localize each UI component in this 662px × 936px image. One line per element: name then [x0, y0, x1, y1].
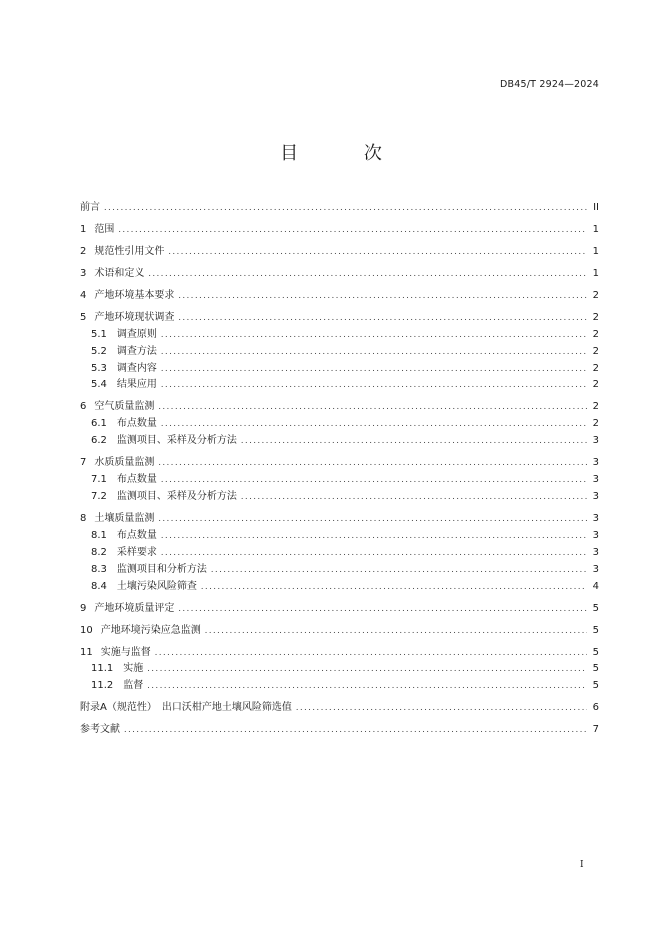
toc-entry-number: 6.2 — [91, 435, 107, 447]
toc-entry-page: 2 — [592, 345, 599, 357]
toc-entry-number: 7.2 — [91, 491, 107, 503]
toc-entry-label: 监测项目、采样及分析方法 — [116, 491, 237, 503]
toc-leader-dots — [241, 433, 587, 450]
toc-entry[interactable] — [80, 399, 599, 416]
toc-entry-page: 3 — [592, 529, 599, 541]
toc-entry-number: 6.1 — [91, 418, 107, 430]
toc-entry[interactable] — [80, 200, 599, 217]
document-code: DB45/T 2924—2024 — [500, 79, 599, 90]
toc-entry-label: 监督 — [123, 680, 144, 692]
toc-leader-dots — [161, 472, 587, 489]
toc-entry-label: 产地环境基本要求 — [94, 289, 175, 301]
toc-entry-page: 2 — [592, 401, 599, 413]
toc-leader-dots — [161, 361, 587, 378]
toc-entry-page: 5 — [592, 663, 599, 675]
toc-entry-number: 11.2 — [91, 680, 114, 692]
toc-leader-dots — [161, 528, 587, 545]
toc-entry[interactable] — [80, 579, 599, 596]
toc-entry-label: 术语和定义 — [94, 267, 145, 279]
toc-entry-number: 8.3 — [91, 563, 107, 575]
toc-entry-page: 5 — [592, 624, 599, 636]
toc-leader-dots — [161, 327, 587, 344]
toc-entry-page: 1 — [592, 223, 599, 235]
toc-leader-dots — [211, 562, 587, 579]
toc-entry-page: 1 — [592, 267, 599, 279]
toc-leader-dots — [205, 623, 587, 640]
toc-entry-label: 土壤污染风险筛查 — [116, 580, 197, 592]
toc-entry-label: 布点数量 — [116, 529, 157, 541]
toc-entry-label: 布点数量 — [116, 418, 157, 430]
toc-entry-number: 9 — [80, 602, 87, 614]
toc-entry-label: 实施与监督 — [100, 646, 151, 658]
toc-entry-label: 监测项目、采样及分析方法 — [116, 435, 237, 447]
toc-entry-number: 5 — [80, 311, 87, 323]
toc-leader-dots — [148, 266, 587, 283]
toc-entry-number: 8.4 — [91, 580, 107, 592]
toc-entry[interactable] — [80, 361, 599, 378]
toc-entry-number: 6 — [80, 401, 87, 413]
toc-entry[interactable] — [80, 601, 599, 618]
toc-entry-page: 7 — [592, 724, 599, 736]
toc-leader-dots — [178, 310, 587, 327]
toc-entry[interactable] — [80, 377, 599, 394]
toc-entry[interactable] — [80, 545, 599, 562]
toc-entry-label: 布点数量 — [116, 474, 157, 486]
toc-entry[interactable] — [80, 700, 599, 717]
toc-entry[interactable] — [80, 562, 599, 579]
toc-entry-page: 2 — [592, 311, 599, 323]
toc-entry-label: 调查方法 — [116, 345, 157, 357]
toc-entry-number: 2 — [80, 245, 87, 257]
toc-entry[interactable] — [80, 310, 599, 327]
toc-entry[interactable] — [80, 288, 599, 305]
toc-entry-number: 5.4 — [91, 379, 107, 391]
toc-entry-label: 结果应用 — [116, 379, 157, 391]
toc-entry[interactable] — [80, 722, 599, 739]
toc-entry[interactable] — [80, 244, 599, 261]
toc-entry-number: 5.1 — [91, 328, 107, 340]
toc-leader-dots — [147, 661, 587, 678]
toc-entry-page: 3 — [592, 474, 599, 486]
toc-entry-number: 11 — [80, 646, 93, 658]
toc-entry[interactable] — [80, 489, 599, 506]
toc-entry-number: 4 — [80, 289, 87, 301]
toc-title: 目 次 — [280, 143, 412, 164]
toc-leader-dots — [161, 377, 587, 394]
toc-leader-dots — [178, 601, 587, 618]
toc-entry-label: 产地环境现状调查 — [94, 311, 175, 323]
toc-entry-page: 1 — [592, 245, 599, 257]
toc-entry-number: 7.1 — [91, 474, 107, 486]
toc-entry-label: 土壤质量监测 — [94, 513, 155, 524]
toc-entry[interactable] — [80, 433, 599, 450]
toc-entry-number: 1 — [80, 223, 87, 235]
toc-entry-label: 调查内容 — [116, 362, 157, 374]
page-number: I — [580, 860, 584, 870]
toc-leader-dots — [118, 222, 587, 239]
toc-entry[interactable] — [80, 645, 599, 662]
toc-entry-page: II — [593, 202, 599, 213]
toc-entry[interactable] — [80, 472, 599, 489]
toc-entry-label: 范围 — [94, 223, 115, 235]
toc-entry-page: 2 — [592, 418, 599, 430]
toc-entry-label: 参考文献 — [80, 724, 120, 736]
toc-entry-number: 7 — [80, 457, 87, 469]
toc-entry-page: 5 — [592, 680, 599, 692]
toc-leader-dots — [241, 489, 587, 506]
toc-entry[interactable] — [80, 511, 599, 528]
table-of-contents — [80, 200, 599, 739]
toc-entry[interactable] — [80, 327, 599, 344]
toc-leader-dots — [104, 200, 587, 217]
toc-entry[interactable] — [80, 455, 599, 472]
toc-entry-label: 附录A（规范性） 出口沃柑产地土壤风险筛选值 — [80, 702, 292, 714]
toc-leader-dots — [155, 645, 587, 662]
toc-entry[interactable] — [80, 222, 599, 239]
toc-leader-dots — [161, 344, 587, 361]
toc-entry-page: 3 — [592, 513, 599, 524]
toc-entry[interactable] — [80, 661, 599, 678]
toc-entry-page: 5 — [592, 646, 599, 658]
toc-entry[interactable] — [80, 623, 599, 640]
toc-leader-dots — [158, 455, 587, 472]
toc-entry-number: 3 — [80, 267, 87, 279]
toc-entry-label: 实施 — [123, 663, 144, 675]
toc-entry-page: 2 — [592, 328, 599, 340]
toc-leader-dots — [158, 399, 587, 416]
toc-entry-page: 2 — [592, 379, 599, 391]
toc-entry-label: 调查原则 — [116, 328, 157, 340]
toc-entry-label: 空气质量监测 — [94, 401, 155, 413]
toc-entry-label: 产地环境质量评定 — [94, 602, 175, 614]
toc-entry-number: 11.1 — [91, 663, 114, 675]
toc-leader-dots — [158, 511, 587, 528]
toc-leader-dots — [124, 722, 587, 739]
toc-entry[interactable] — [80, 416, 599, 433]
toc-leader-dots — [161, 416, 587, 433]
toc-entry-page: 3 — [592, 491, 599, 503]
toc-entry-number: 8 — [80, 513, 87, 524]
toc-entry-page: 3 — [592, 457, 599, 469]
toc-leader-dots — [178, 288, 587, 305]
toc-entry-page: 4 — [592, 580, 599, 592]
toc-leader-dots — [147, 678, 587, 695]
toc-entry-number: 5.2 — [91, 345, 107, 357]
toc-entry-page: 3 — [592, 563, 599, 575]
toc-entry-page: 2 — [592, 362, 599, 374]
toc-entry-label: 水质质量监测 — [94, 457, 155, 469]
toc-entry-label: 规范性引用文件 — [94, 245, 165, 257]
toc-leader-dots — [161, 545, 587, 562]
toc-entry[interactable] — [80, 528, 599, 545]
toc-entry-label: 采样要求 — [116, 546, 157, 558]
toc-entry-page: 5 — [592, 602, 599, 614]
toc-entry-label: 前言 — [80, 202, 100, 213]
toc-entry-number: 10 — [80, 624, 93, 636]
toc-entry-page: 2 — [592, 289, 599, 301]
toc-leader-dots — [168, 244, 587, 261]
toc-entry-label: 产地环境污染应急监测 — [100, 624, 201, 636]
toc-entry[interactable] — [80, 344, 599, 361]
toc-leader-dots — [201, 579, 587, 596]
toc-entry-page: 3 — [592, 546, 599, 558]
toc-leader-dots — [296, 700, 587, 717]
toc-entry-page: 3 — [592, 435, 599, 447]
toc-entry[interactable] — [80, 266, 599, 283]
toc-entry-label: 监测项目和分析方法 — [116, 563, 207, 575]
toc-entry-number: 5.3 — [91, 362, 107, 374]
toc-entry-number: 8.2 — [91, 546, 107, 558]
toc-entry[interactable] — [80, 678, 599, 695]
toc-entry-page: 6 — [592, 702, 599, 714]
toc-entry-number: 8.1 — [91, 529, 107, 541]
